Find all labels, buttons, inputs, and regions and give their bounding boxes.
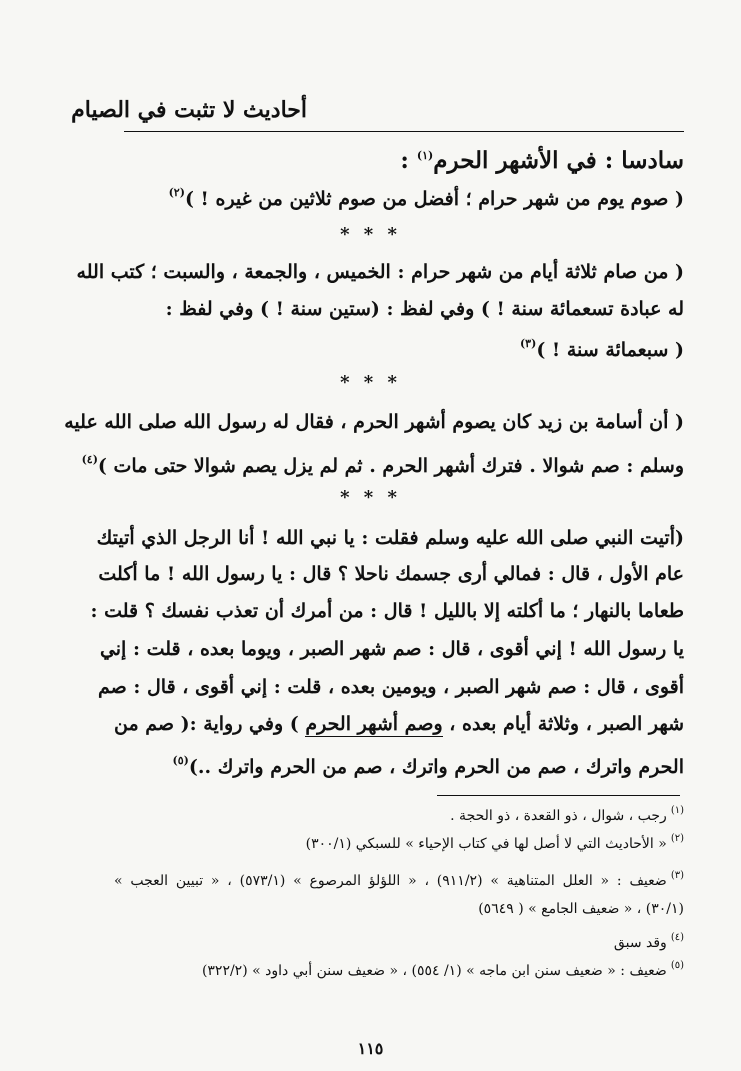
separator-stars: * * * [340, 487, 401, 508]
hadith-4-line-6 [114, 711, 684, 737]
page-number: ١١٥ [357, 1039, 384, 1058]
hadith-2-line-1: ( من صام ثلاثة أيام من شهر حرام : الخميس ، والجمعة ، والسبت ؛ كتب الله [76, 261, 684, 283]
footnote-text: ضعيف : « ضعيف سنن ابن ماجه » (١/ ٥٥٤) ، « ضعيف سنن أبي داود » (٣٢٢/٢) [201, 963, 667, 979]
hadith-4-line-3: طعاما بالنهار ؛ ما أكلته إلا بالليل ! قال : من أمرك أن تعذب نفسك ؟ قلت : [90, 600, 684, 622]
separator-stars: * * * [340, 224, 401, 245]
footnote-text: ضعيف : « العلل المتناهية » (٩١١/٢) ، « اللؤلؤ المرصوع » (٥٧٣/١) ، « تبيين العجب » [114, 873, 667, 889]
footnote-mark: (٣) [670, 870, 684, 881]
footnote-mark: (٤) [670, 932, 684, 943]
hadith-4-line-2: عام الأول ، قال : فمالي أرى جسمك ناحلا ؟ قال : يا رسول الله ! ما أكلت [98, 563, 684, 585]
header-rule [124, 131, 684, 132]
hadith-text: شهر الصبر ، وثلاثة أيام بعده ، [449, 713, 685, 735]
hadith-text: ( سبعمائة سنة ! ) [536, 339, 684, 361]
section-heading-colon: : [400, 147, 409, 174]
hadith-3-line-2 [81, 447, 684, 479]
hadith-2-line-3 [114, 331, 684, 363]
running-header-title: أحاديث لا تثبت في الصيام [71, 97, 307, 123]
section-heading [114, 143, 684, 174]
footnote-2 [114, 829, 684, 854]
footnote-mark: (١) [670, 805, 684, 816]
footnote-4 [114, 928, 684, 953]
separator-stars: * * * [340, 372, 401, 393]
section-heading-text: سادسا : في الأشهر الحرم [433, 147, 684, 174]
footnote-text: « الأحاديث التي لا أصل لها في كتاب الإحياء » للسبكي (٣٠٠/١) [305, 836, 667, 852]
footnote-5 [114, 956, 684, 981]
hadith-2-line-2: له عبادة تسعمائة سنة ! ) وفي لفظ : (ستين سنة ! ) وفي لفظ : [165, 298, 684, 320]
footnote-text: وقد سبق [613, 935, 667, 951]
footnote-text: رجب ، شوال ، ذو القعدة ، ذو الحجة . [450, 808, 667, 824]
hadith-text: وسلم : صم شوالا . فترك أشهر الحرم . ثم لم يزل يصم شوالا حتى مات ) [97, 455, 684, 477]
footnote-mark: (٢) [670, 833, 684, 844]
footnote-separator [437, 795, 680, 796]
hadith-text: ) وفي رواية :( صم من [114, 713, 299, 735]
footnote-3-continued [114, 899, 684, 919]
footnote-ref: (١) [416, 149, 434, 162]
hadith-text: الحرم واترك ، صم من الحرم واترك ، صم من الحرم واترك ..) [188, 756, 684, 778]
hadith-4-line-7 [114, 748, 684, 780]
footnote-ref: (٢) [168, 186, 185, 199]
footnote-3 [114, 866, 684, 891]
hadith-text: ( صوم يوم من شهر حرام ؛ أفضل من صوم ثلاثين من غيره ! ) [184, 188, 684, 210]
hadith-4-line-1: (أتيت النبي صلى الله عليه وسلم فقلت : يا نبي الله ! أنا الرجل الذي أتيتك [96, 527, 684, 549]
footnote-text: (٣٠/١) ، « ضعيف الجامع » ( ٥٦٤٩) [478, 901, 684, 917]
hadith-4-line-5: أقوى ، قال : صم شهر الصبر ، ويومين بعده ، قلت : إني أقوى ، قال : صم [97, 676, 684, 698]
footnote-1 [114, 801, 684, 826]
footnote-mark: (٥) [670, 960, 684, 971]
footnote-ref: (٤) [81, 453, 98, 466]
hadith-4-line-4: يا رسول الله ! إني أقوى ، قال : صم شهر الصبر ، ويوما بعده ، قلت : إني [99, 638, 684, 660]
footnote-ref: (٣) [519, 337, 537, 350]
hadith-1-line-1 [114, 180, 684, 212]
underlined-phrase: وصم أشهر الحرم [305, 713, 443, 735]
footnote-ref: (٥) [172, 754, 189, 767]
hadith-3-line-1: ( أن أسامة بن زيد كان يصوم أشهر الحرم ، فقال له رسول الله صلى الله عليه [64, 411, 684, 433]
